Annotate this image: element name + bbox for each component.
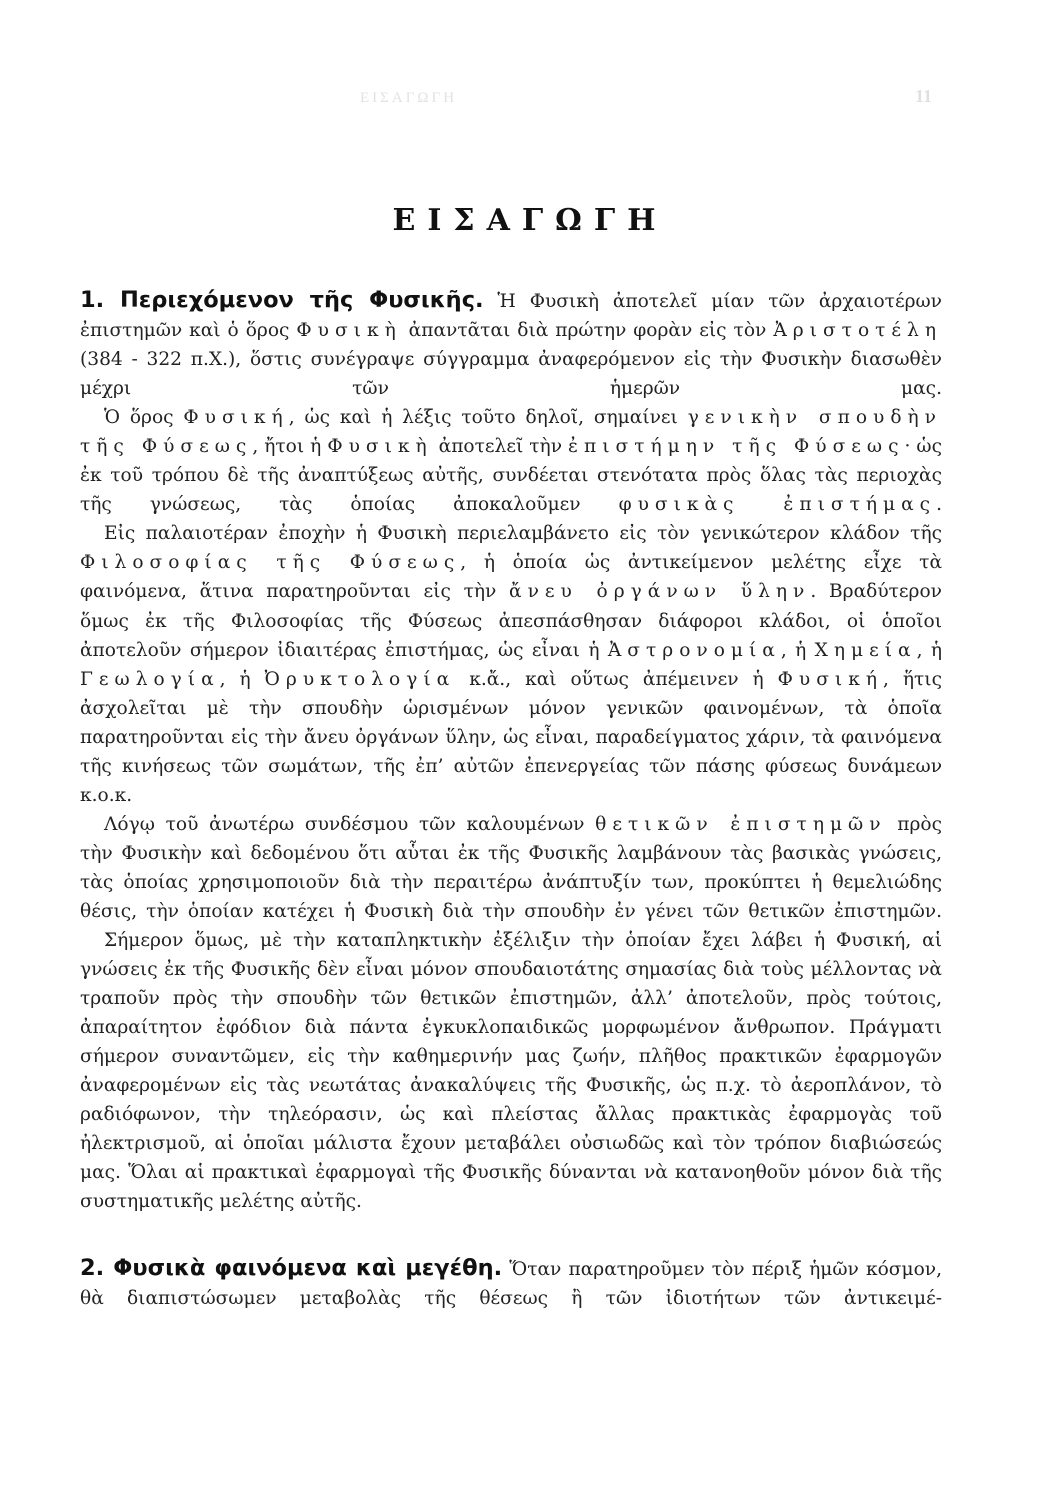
p3-text-k: , ἡ: [219, 668, 265, 690]
p1-emph-physics: Φυσικὴ: [296, 320, 402, 342]
paragraph-2: [80, 403, 942, 519]
p1-text-c: ἀπαντᾶται διὰ πρώτην φορὰν εἰς τὸν: [401, 320, 774, 342]
p2-emph-science-of-nature: ἐπιστήμην τῆς Φύσεως: [568, 436, 905, 458]
paragraph-3: [80, 519, 942, 809]
p3-emph-philosophy-of-nature: Φιλοσοφίας τῆς Φύσεως: [80, 552, 461, 574]
p1-text-e: (384 - 322 π.Χ.), ὅστις συνέγραψε σύγγραμμα ἀναφερόμενον εἰς τὴν Φυσικὴν διασωθὲν μέχρι τῶν ἡμερῶν μας.: [80, 349, 942, 400]
section-1-heading: 1. Περιεχόμενον τῆς Φυσικῆς.: [80, 287, 484, 313]
p2-text-g: ἀποτελεῖ τὴν: [432, 436, 569, 458]
p3-text-i: , ἡ: [916, 639, 942, 661]
p6-text: Ὅταν παρατηροῦμεν τὸν πέριξ ἡμῶν κόσμον, θὰ διαπιστώσωμεν μεταβολὰς τῆς θέσεως ἢ τῶν ἰδιοτήτων τῶν ἀντικειμέ-: [80, 1258, 942, 1309]
p4-text-c: πρὸς τὴν Φυσικὴν καὶ δεδομένου ὅτι αὗται ἐκ τῆς Φυσικῆς λαμβάνουν τὰς βασικὰς γνώσεις, τὰς ὁποίας χρησιμοποιοῦν διὰ τὴν περαιτέρω ἀνάπτυξίν των, προκύπτει ἡ θεμελιώδης θέσις, τὴν ὁποίαν κατέχει ἡ Φυσικὴ διὰ τὴν σπουδὴν ἐν γένει τῶν θετικῶν ἐπιστημῶν.: [80, 813, 942, 922]
p1-text-a: Ἡ Φυσικὴ ἀποτελεῖ μίαν τῶν ἀρχαιοτέρων ἐπιστημῶν καὶ ὁ ὅρος: [80, 291, 942, 342]
p2-emph-natural-sciences: φυσικὰς ἐπιστήμας: [618, 494, 937, 516]
chapter-title: ΕΙΣΑΓΩΓΗ: [392, 203, 668, 238]
p3-text-a: Εἰς παλαιοτέραν ἐποχὴν ἡ Φυσικὴ περιελαμβάνετο εἰς τὸν γενικώτερον κλάδον τῆς: [104, 523, 942, 545]
p1-emph-aristotle: Ἀριστοτέλη: [773, 320, 942, 342]
p2-text-e: , ἤτοι ἡ: [252, 436, 328, 458]
body-text: [80, 286, 942, 1313]
p2-text-c: , ὡς καὶ ἡ λέξις τοῦτο δηλοῖ, σημαίνει: [288, 407, 688, 429]
show-through-running-header: ΕΙΣΑΓΩΓΗ: [360, 90, 458, 106]
p2-text-k: .: [936, 494, 943, 516]
p3-text-m: κ.ἄ., καὶ οὕτως ἀπέμεινεν ἡ: [455, 668, 778, 690]
p5-text: Σήμερον ὅμως, μὲ τὴν καταπληκτικὴν ἐξέλιξιν τὴν ὁποίαν ἔχει λάβει ἡ Φυσική, αἱ γνώσεις ἐκ τῆς Φυσικῆς δὲν εἶναι μόνον σπουδαιοτάτης σημασίας διὰ τοὺς μέλλοντας νὰ τραποῦν πρὸς τὴν σπουδὴν τῶν θετικῶν ἐπιστημῶν, ἀλλ’ ἀποτελοῦν, πρὸς τούτοις, ἀπαραίτητον ἐφόδιον διὰ πάντα ἐγκυκλοπαιδικῶς μορφωμένον ἄνθρωπον. Πράγματι σήμερον συναντῶμεν, εἰς τὴν καθημερινήν μας ζωήν, πλῆθος πρακτικῶν ἐφαρμογῶν ἀναφερομένων εἰς τὰς νεωτάτας ἀνακαλύψεις τῆς Φυσικῆς, ὡς π.χ. τὸ ἀεροπλάνον, τὸ ραδιόφωνον, τὴν τηλεόρασιν, ὡς καὶ πλείστας ἄλλας πρακτικὰς ἐφαρμογὰς τοῦ ἠλεκτρισμοῦ, αἱ ὁποῖαι μάλιστα ἔχουν μεταβάλει οὐσιωδῶς καὶ τὸν τρόπον διαβιώσεώς μας. Ὅλαι αἱ πρακτικαὶ ἐφαρμογαὶ τῆς Φυσικῆς δύνανται νὰ κατανοηθοῦν μόνον διὰ τῆς συστηματικῆς μελέτης αὐτῆς.: [80, 930, 942, 1213]
show-through-page-number: 11: [914, 86, 932, 106]
p2-emph-physics: Φυσική: [183, 407, 289, 429]
p3-emph-physics: Φυσική: [777, 668, 883, 690]
paragraph-1: [80, 286, 942, 403]
paragraph-5: [80, 926, 942, 1216]
p3-text-e: . Βραδύτερον ὅμως ἐκ τῆς Φιλοσοφίας τῆς Φύσεως ἀπεσπάσθησαν διάφοροι κλάδοι, οἱ ὁποῖοι ἀποτελοῦν σήμερον ἰδιαιτέρας ἐπιστήμας, ὡς εἶναι ἡ: [80, 581, 942, 661]
p3-text-g: , ἡ: [780, 639, 815, 661]
p2-emph-physics-2: Φυσικὴ: [327, 436, 433, 458]
p3-text-o: , ἥτις ἀσχολεῖται μὲ τὴν σπουδὴν ὡρισμένων μόνον γενικῶν φαινομένων, τὰ ὁποῖα παρατηροῦνται εἰς τὴν ἄνευ ὀργάνων ὕλην, ὡς εἶναι, παραδείγματος χάριν, τὰ φαινόμενα τῆς κινήσεως τῶν σωμάτων, τῆς ἐπ’ αὐτῶν ἐπενεργείας τῶν πάσης φύσεως δυνάμεων κ.ο.κ.: [80, 668, 942, 806]
p2-text-a: Ὁ ὅρος: [104, 407, 184, 429]
p2-emph-general-study: γενικὴν σπουδὴν τῆς Φύσεως: [80, 407, 942, 458]
paragraph-4: [80, 810, 942, 926]
p3-emph-astronomy: Ἀστρονομία: [607, 639, 781, 661]
paragraph-6: [80, 1254, 942, 1313]
section-spacer: [80, 1217, 942, 1254]
p3-emph-geology: Γεωλογία: [80, 668, 220, 690]
section-2-heading: 2. Φυσικὰ φαινόμενα καὶ μεγέθη.: [80, 1254, 503, 1281]
p3-emph-chemistry: Χημεία: [814, 639, 917, 661]
p3-emph-inorganic-matter: ἄνευ ὀργάνων ὕλην: [509, 581, 811, 603]
p2-text-i: · ὡς ἐκ τοῦ τρόπου δὲ τῆς ἀναπτύξεως αὐτῆς, συνδέεται στενότατα πρὸς ὅλας τὰς περιοχὰς τῆς γνώσεως, τὰς ὁποίας ἀποκαλοῦμεν: [80, 436, 943, 516]
p4-text-a: Λόγῳ τοῦ ἀνωτέρω συνδέσμου τῶν καλουμένων: [104, 813, 596, 835]
p4-emph-positive-sciences: θετικῶν ἐπιστημῶν: [595, 813, 887, 835]
p3-text-c: , ἡ ὁποία ὡς ἀντικείμενον μελέτης εἶχε τὰ φαινόμενα, ἅτινα παρατηροῦνται εἰς τὴν: [80, 552, 942, 603]
p3-emph-mineralogy: Ὀρυκτολογία: [264, 668, 456, 690]
